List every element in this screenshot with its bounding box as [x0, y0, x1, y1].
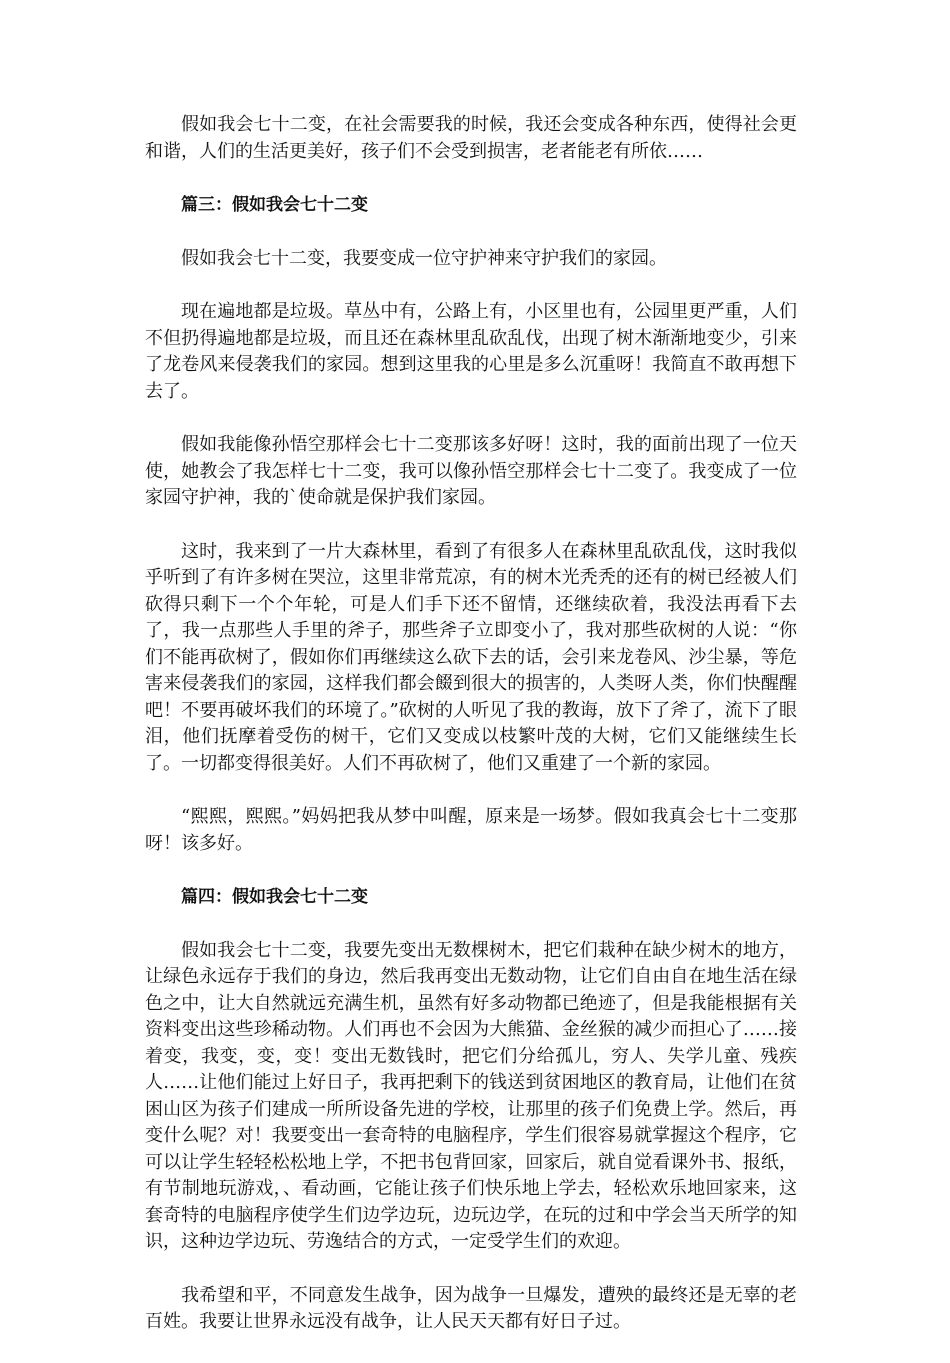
paragraph: 这时，我来到了一片大森林里，看到了有很多人在森林里乱砍乱伐，这时我似乎听到了有许多树在哭泣，这里非常荒凉，有的树木光秃秃的还有的树已经被人们砍得只剩下一个个年轮，可是人们手下还不留情，还继续砍着，我没法再看下去了，我一点那些人手里的斧子，那些斧子立即变小了，我对那些砍树的人说：“你们不能再砍树了，假如你们再继续这么砍下去的话，会引来龙卷风、沙尘暴，等危害来侵袭我们的家园，这样我们都会餟到很大的损害的，人类呀人类，你们快醒醒吧！不要再破坏我们的环境了。”砍树的人听见了我的教诲，放下了斧了，流下了眼泪，他们抚摩着受伤的树干，它们又变成以枝繁叶茂的大树，它们又能继续生长了。一切都变得很美好。人们不再砍树了，他们又重建了一个新的家园。 [145, 540, 797, 774]
section-heading-4: 篇四：假如我会七十二变 [181, 887, 368, 907]
paragraph: 假如我会七十二变，我要变成一位守护神来守护我们的家园。 [181, 247, 667, 269]
paragraph: 假如我能像孙悟空那样会七十二变那该多好呀！这时，我的面前出现了一位天使，她教会了我怎样七十二变，我可以像孙悟空那样会七十二变了。我变成了一位家园守护神，我的`使命就是保护我们家园。 [145, 434, 797, 508]
paragraph: 我希望和平，不同意发生战争，因为战争一旦爆发，遭殃的最终还是无辜的老百姓。我要让世界永远没有战争，让人民天天都有好日子过。 [145, 1284, 797, 1332]
paragraph: “熙熙，熙熙。”妈妈把我从梦中叫醒，原来是一场梦。假如我真会七十二变那呀！该多好。 [145, 806, 797, 854]
paragraph: 假如我会七十二变，在社会需要我的时候，我还会变成各种东西，使得社会更和谐，人们的生活更美好，孩子们不会受到损害，老者能老有所依…… [145, 114, 797, 162]
section-heading-3: 篇三：假如我会七十二变 [181, 195, 368, 215]
paragraph: 现在遍地都是垃圾。草丛中有，公路上有，小区里也有，公园里更严重，人们不但扔得遍地都是垃圾，而且还在森林里乱砍乱伐，出现了树木渐渐地变少，引来了龙卷风来侵袭我们的家园。想到这里我的心里是多么沉重呀！我简直不敢再想下去了。 [145, 301, 797, 402]
document-body [145, 112, 797, 1363]
paragraph: 假如我会七十二变，我要先变出无数棵树木，把它们栽种在缺少树木的地方，让绿色永远存于我们的身边，然后我再变出无数动物，让它们自由自在地生活在绿色之中，让大自然就远充满生机，虽然有好多动物都已绝迹了，但是我能根据有关资料变出这些珍稀动物。人们再也不会因为大熊猫、金丝猴的减少而担心了……接着变，我变，变，变！变出无数钱时，把它们分给孤儿，穷人、失学儿童、残疾人……让他们能过上好日子，我再把剩下的钱送到贫困地区的教育局，让他们在贫困山区为孩子们建成一所所设备先进的学校，让那里的孩子们免费上学。然后，再变什么呢？对！我要变出一套奇特的电脑程序，学生们很容易就掌握这个程序，它可以让学生轻轻松松地上学，不把书包背回家，回家后，就自觉看课外书、报纸，有节制地玩游戏，、看动画，它能让孩子们快乐地上学去，轻松欢乐地回家来，这套奇特的电脑程序使学生们边学边玩，边玩边学，在玩的过和中学会当天所学的知识，这种边学边玩、劳逸结合的方式，一定受学生们的欢迎。 [145, 939, 797, 1252]
